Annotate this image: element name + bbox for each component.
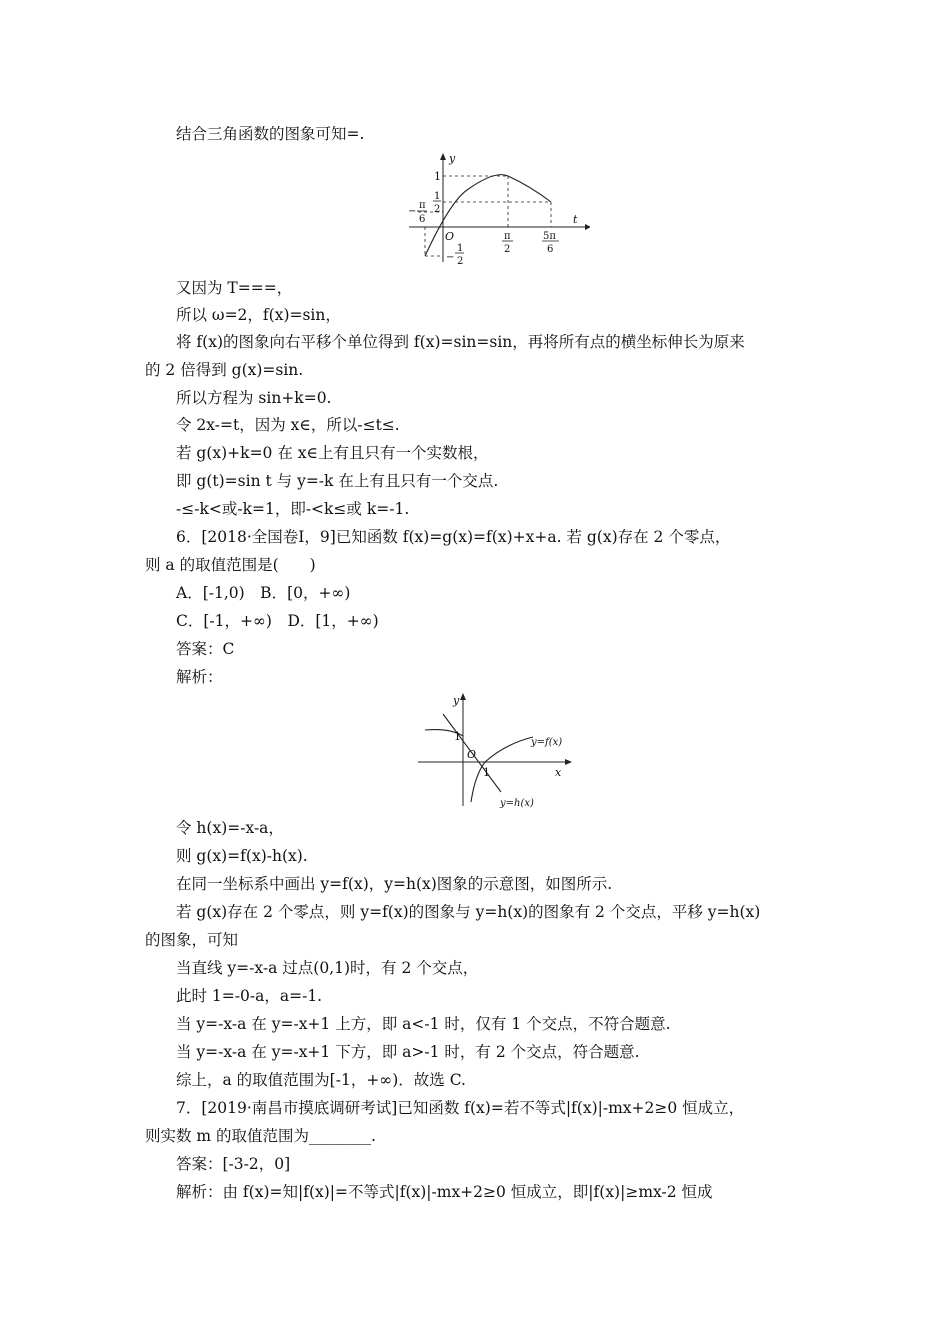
x-axis-label: x	[555, 766, 562, 779]
hx-line-label: y=h(x)	[500, 798, 534, 809]
origin-label: O	[467, 748, 477, 761]
y-axis-arrow	[440, 153, 446, 160]
text-line: 令 2x-=t，因为 x∈，所以-≤t≤.	[176, 416, 400, 434]
y-axis-label: y	[449, 152, 456, 165]
y-axis-arrow	[460, 693, 466, 700]
text-line: 结合三角函数的图象可知=.	[176, 125, 365, 143]
text-line: 则 a 的取值范围是( )	[145, 556, 316, 574]
tick-label-pi2-den: 2	[504, 244, 511, 255]
sine-curve	[425, 175, 554, 256]
tick-label-half-num: 1	[434, 191, 441, 202]
x-axis-arrow	[565, 759, 572, 765]
function-intersection-figure	[415, 690, 575, 812]
tick-label-5pi6-num: 5π	[543, 231, 556, 242]
text-line: 解析：由 f(x)=知|f(x)|=不等式|f(x)|-mx+2≥0 恒成立，即|f(x)|≥mx-2 恒成	[176, 1183, 713, 1201]
t-axis-arrow	[585, 224, 590, 230]
text-line: 此时 1=-0-a，a=-1.	[176, 987, 323, 1005]
text-line: 则实数 m 的取值范围为________.	[145, 1127, 376, 1145]
text-line: 当 y=-x-a 在 y=-x+1 上方，即 a<-1 时，仅有 1 个交点，不符合题意.	[176, 1015, 671, 1033]
tick-label-pi2-num: π	[504, 231, 511, 242]
tick-label-1: 1	[434, 170, 441, 183]
x-intercept-label: 1	[483, 766, 490, 779]
answer-line: 答案：[-3-2，0]	[176, 1155, 291, 1173]
text-line: 令 h(x)=-x-a，	[176, 819, 284, 837]
origin-label: O	[445, 230, 455, 243]
text-line: 所以方程为 sin+k=0.	[176, 389, 332, 407]
sine-graph-figure	[405, 150, 590, 270]
y-axis-label: y	[453, 694, 460, 707]
t-axis-label: t	[573, 213, 578, 226]
answer-line: 答案：C	[176, 640, 235, 658]
tick-label-negpi6-num: π	[419, 200, 426, 211]
text-line: 当直线 y=-x-a 过点(0,1)时，有 2 个交点，	[176, 959, 479, 977]
text-line: 若 g(x)存在 2 个零点，则 y=f(x)的图象与 y=h(x)的图象有 2 个交点，平移 y=h(x)	[176, 903, 761, 921]
fx-right-branch	[471, 737, 533, 802]
text-line: 将 f(x)的图象向右平移个单位得到 f(x)=sin=sin，再将所有点的横坐标伸长为原来	[176, 333, 745, 351]
text-line: 所以 ω=2，f(x)=sin，	[176, 306, 341, 324]
svg-text:−: −	[408, 206, 417, 217]
svg-text:−: −	[446, 252, 455, 263]
text-line: 又因为 T===，	[176, 279, 293, 297]
analysis-label: 解析：	[176, 668, 223, 686]
choice-line: C．[-1，+∞) D．[1，+∞)	[176, 612, 379, 630]
tick-label-half-den: 2	[434, 204, 441, 215]
text-line: 当 y=-x-a 在 y=-x+1 下方，即 a>-1 时，有 2 个交点，符合题意.	[176, 1043, 640, 1061]
question-7-stem: 7．[2019·南昌市摸底调研考试]已知函数 f(x)=若不等式|f(x)|-mx+2≥0 恒成立，	[176, 1099, 745, 1117]
text-line: 即 g(t)=sin t 与 y=-k 在上有且只有一个交点.	[176, 472, 499, 490]
text-line: 的 2 倍得到 g(x)=sin.	[145, 361, 304, 379]
text-line: 的图象，可知	[145, 931, 239, 949]
text-line: 综上，a 的取值范围为[-1，+∞)．故选 C.	[176, 1071, 466, 1089]
text-line: 若 g(x)+k=0 在 x∈上有且只有一个实数根，	[176, 444, 489, 462]
tick-label-5pi6-den: 6	[547, 244, 554, 255]
y-intercept-label: 1	[454, 730, 461, 743]
question-6-stem: 6．[2018·全国卷Ⅰ，9]已知函数 f(x)=g(x)=f(x)+x+a. 若 g(x)存在 2 个零点，	[176, 528, 731, 546]
fx-curve-label: y=f(x)	[531, 737, 563, 748]
choice-line: A．[-1,0) B．[0，+∞)	[176, 584, 351, 602]
tick-label-neghalf-den: 2	[457, 256, 464, 267]
tick-label-negpi6-den: 6	[419, 214, 426, 225]
text-line: 则 g(x)=f(x)-h(x).	[176, 847, 308, 865]
text-line: -≤-k<或-k=1，即-<k≤或 k=-1.	[176, 500, 410, 518]
text-line: 在同一坐标系中画出 y=f(x)，y=h(x)图象的示意图，如图所示.	[176, 875, 613, 893]
tick-label-neghalf-num: 1	[457, 243, 464, 254]
